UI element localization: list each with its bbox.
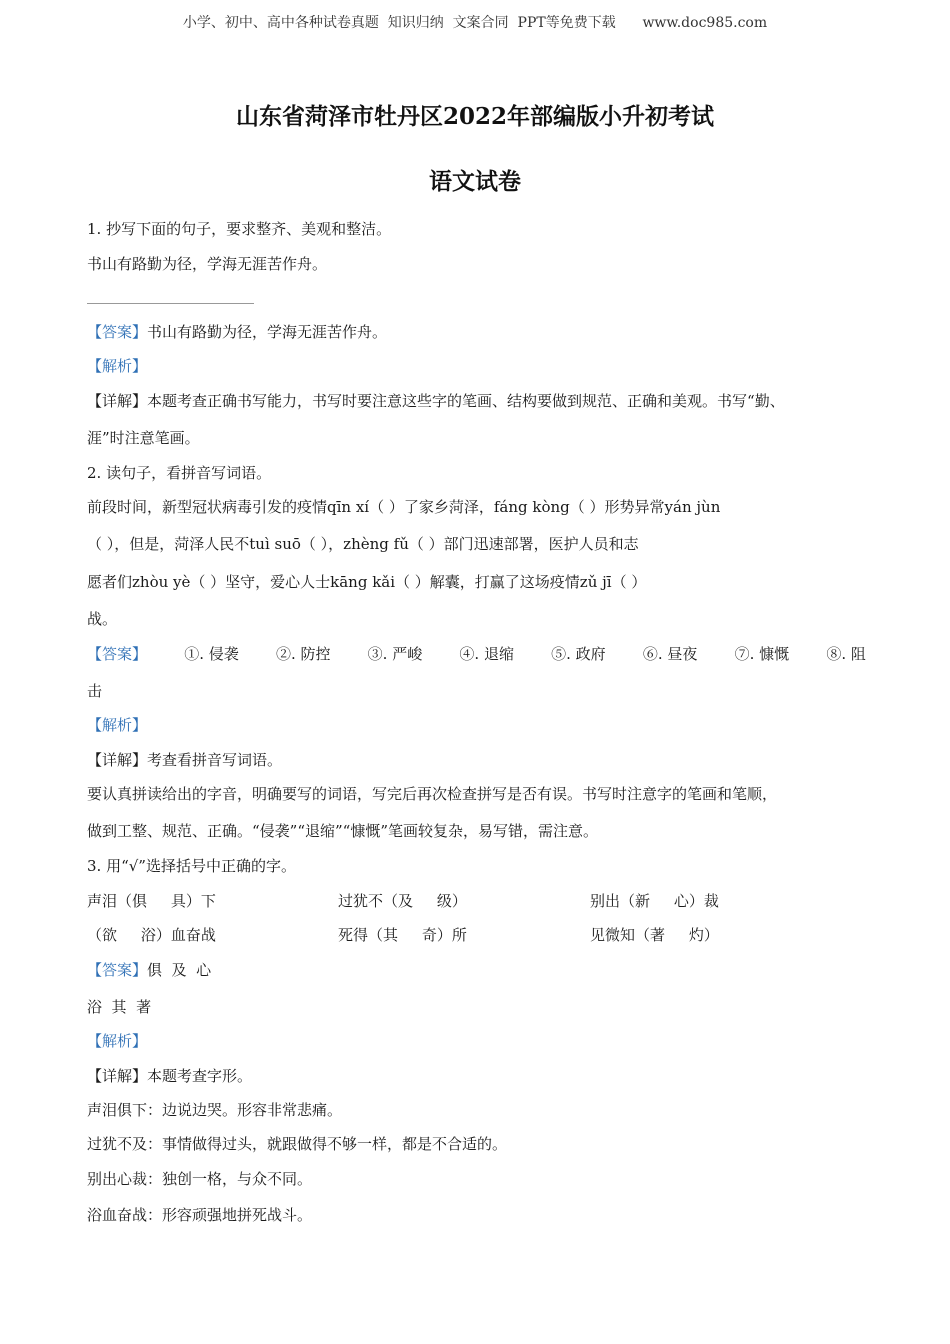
q1-question: 1. 抄写下面的句子，要求整齐、美观和整洁。 <box>87 220 392 238</box>
q3-explanation: 过犹不及：事情做得过头，就跟做得不够一样，都是不合适的。 <box>87 1135 508 1153</box>
detail-label: 【详解】 <box>87 392 148 410</box>
q2-detail-2: 要认真拼读给出的字音，明确要写的词语，写完后再次检查拼写是否有误。书写时注意字的笔画和笔顺， <box>87 785 778 803</box>
q3-answer <box>87 960 866 980</box>
q1-sentence: 书山有路勤为径，学海无涯苦作舟。 <box>87 255 328 273</box>
q2-answer-item: ③. 严峻 <box>367 645 423 663</box>
q2-passage-line-4: 战。 <box>87 610 118 628</box>
q2-answer-item: ⑤. 政府 <box>551 645 606 663</box>
document-title: 山东省菏泽市牡丹区2022年部编版小升初考试 <box>235 103 714 130</box>
answer-label: 【答案】 <box>87 323 148 341</box>
q2-analysis-label: 【解析】 <box>87 716 148 734</box>
q3-explanation: 别出心裁：独创一格，与众不同。 <box>87 1170 313 1188</box>
detail-label: 【详解】 <box>87 1067 148 1085</box>
q3-explanation: 浴血奋战：形容顽强地拼死战斗。 <box>87 1206 313 1224</box>
q2-answer-item: ②. 防控 <box>275 645 331 663</box>
q2-answer-item: ⑥. 昼夜 <box>642 645 698 663</box>
q2-passage-line-2: （ ），但是，菏泽人民不tuì suō（ ），zhèng fǔ（ ）部门迅速部署，医护人员和志 <box>87 535 639 553</box>
q3-item: 死得（其 奇）所 <box>338 926 467 944</box>
q2-passage-line-1: 前段时间，新型冠状病毒引发的疫情qīn xí（ ）了家乡菏泽，fáng kòng（ ）形势异常yán jùn <box>87 498 721 516</box>
q3-analysis-label: 【解析】 <box>87 1032 148 1050</box>
q3-item: 过犹不（及 级） <box>338 892 467 910</box>
q3-detail <box>87 1066 866 1086</box>
q1-detail-text: 本题考查正确书写能力，书写时要注意这些字的笔画、结构要做到规范、正确和美观。书写“勤、 <box>147 392 785 410</box>
q2-answer-item: ⑧. 阻 <box>826 645 866 663</box>
q1-analysis-label: 【解析】 <box>87 357 148 375</box>
q2-passage-line-3: 愿者们zhòu yè（ ）坚守，爱心人士kāng kǎi（ ）解囊，打赢了这场疫情zǔ jī（ ） <box>87 573 647 591</box>
document-subtitle: 语文试卷 <box>429 168 521 195</box>
answer-label: 【答案】 <box>87 645 148 663</box>
q3-item: 别出（新 心）裁 <box>590 892 719 910</box>
q2-detail <box>87 750 866 770</box>
q2-detail-text: 考查看拼音写词语。 <box>147 751 283 769</box>
q1-answer-text: 书山有路勤为径，学海无涯苦作舟。 <box>147 323 388 341</box>
q1-writing-line <box>87 303 254 304</box>
q2-answer-tail: 击 <box>87 682 103 700</box>
answer-label: 【答案】 <box>87 961 148 979</box>
q1-answer <box>87 322 866 342</box>
q2-answer-item: ④. 退缩 <box>459 645 514 663</box>
q2-answer <box>87 644 866 664</box>
q3-answer-text: 俱 及 心 <box>147 961 212 979</box>
q3-item: 见微知（著 灼） <box>590 926 719 944</box>
q3-answer-line-2: 浴 其 著 <box>87 998 152 1016</box>
site-header: 小学、初中、高中各种试卷真题 知识归纳 文案合同 PPT等免费下载 www.doc985.com <box>182 15 768 31</box>
q2-question: 2. 读句子，看拼音写词语。 <box>87 464 272 482</box>
q3-detail-text: 本题考查字形。 <box>147 1067 253 1085</box>
q3-explanation: 声泪俱下：边说边哭。形容非常悲痛。 <box>87 1101 343 1119</box>
q3-item: （欲 浴）血奋战 <box>87 926 216 944</box>
q3-question: 3. 用“√”选择括号中正确的字。 <box>87 857 296 875</box>
q2-detail-3: 做到工整、规范、正确。“侵袭”“退缩”“慷慨”笔画较复杂，易写错，需注意。 <box>87 822 599 840</box>
detail-label: 【详解】 <box>87 751 148 769</box>
q3-item: 声泪（俱 具）下 <box>87 892 216 910</box>
q2-answer-item: ⑦. 慷慨 <box>734 645 790 663</box>
q1-detail-cont: 涯”时注意笔画。 <box>87 429 200 447</box>
q2-answer-item: ①. 侵袭 <box>184 645 239 663</box>
q1-detail <box>87 391 866 411</box>
